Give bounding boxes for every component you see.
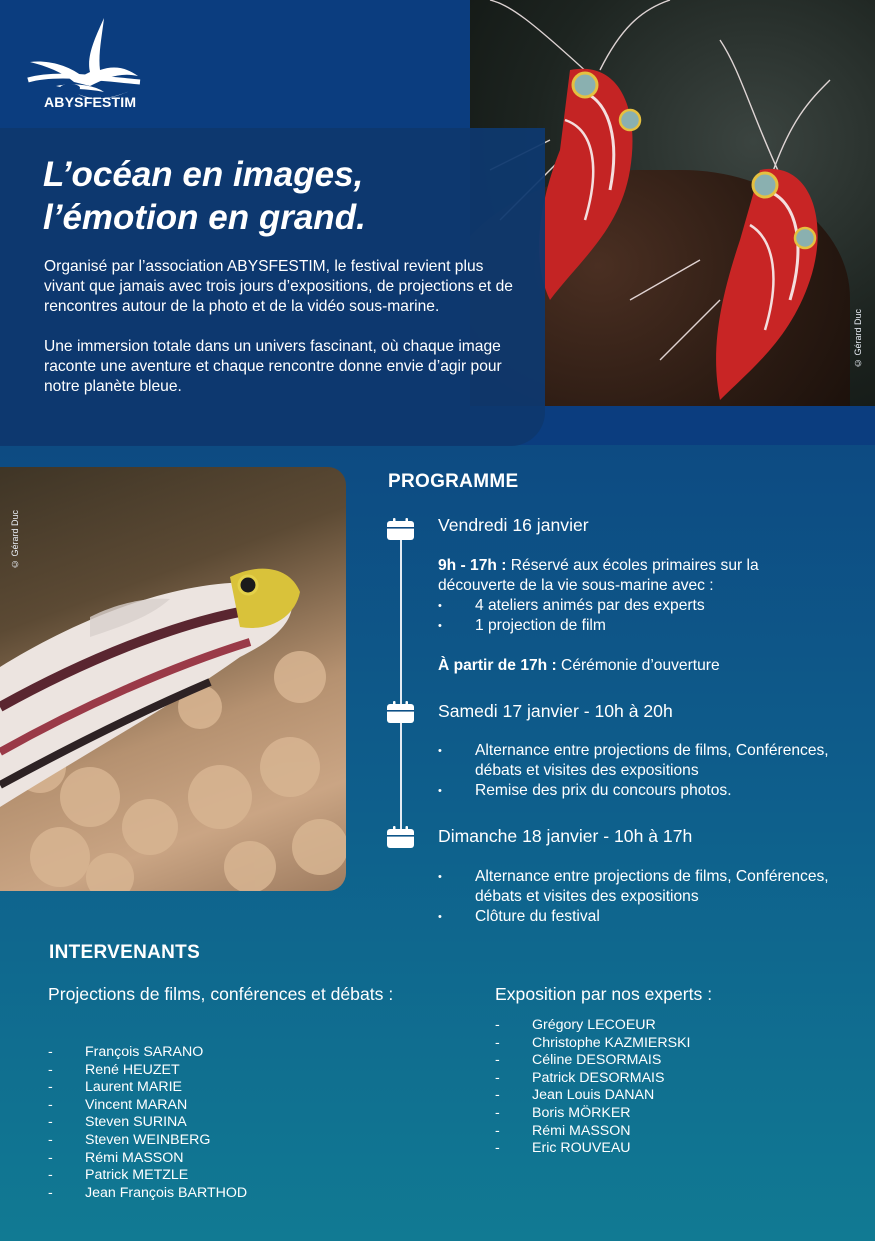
list-item: • 4 ateliers animés par des experts (438, 596, 705, 616)
day2-bullets (438, 741, 863, 801)
programme-title: PROGRAMME (388, 471, 519, 492)
list-item: • Alternance entre projections de films, Conférences, débats et visites des expositions (438, 741, 863, 781)
day2-title: Samedi 17 janvier - 10h à 20h (438, 701, 673, 721)
list-item: • 1 projection de film (438, 616, 705, 636)
list-item: - Patrick DESORMAIS (495, 1070, 690, 1088)
list-item: - Patrick METZLE (48, 1167, 247, 1185)
list-item: - Céline DESORMAIS (495, 1052, 690, 1070)
intervenants-title: INTERVENANTS (49, 942, 201, 963)
calendar-icon (387, 826, 414, 848)
list-item: - Grégory LECOEUR (495, 1017, 690, 1035)
day1-time2: À partir de 17h : (438, 657, 557, 674)
fish-illustration (0, 467, 346, 891)
experts-column-title: Exposition par nos experts : (495, 984, 713, 1004)
headline-line-2: l’émotion en grand. (43, 198, 366, 237)
list-item: - Christophe KAZMIERSKI (495, 1035, 690, 1053)
day1-bullets (438, 596, 705, 636)
experts-list (495, 1017, 690, 1158)
list-item: - Eric ROUVEAU (495, 1140, 690, 1158)
intro-paragraph-2: Une immersion totale dans un univers fascinant, où chaque image raconte une aventure et chaque rencontre donne envie d’agir pour notre planète bleue. (44, 338, 502, 395)
day3-bullets (438, 867, 863, 927)
speakers-column-title: Projections de films, conférences et débats : (48, 984, 394, 1004)
fish-photo (0, 467, 346, 891)
calendar-icon (387, 518, 414, 540)
list-item: • Remise des prix du concours photos. (438, 781, 863, 801)
day1-desc1: Réservé aux écoles primaires sur la découverte de la vie sous-marine avec : (438, 557, 759, 594)
list-item: • Clôture du festival (438, 907, 863, 927)
day3-title: Dimanche 18 janvier - 10h à 17h (438, 826, 693, 846)
list-item: - Steven SURINA (48, 1114, 247, 1132)
list-item: • Alternance entre projections de films, Conférences, débats et visites des expositions (438, 867, 863, 907)
list-item: - Laurent MARIE (48, 1079, 247, 1097)
calendar-icon (387, 701, 414, 723)
page-headline (43, 153, 483, 239)
day1-desc2: Cérémonie d’ouverture (556, 657, 720, 674)
headline-line-1: L’océan en images, (43, 155, 364, 194)
timeline-line (400, 530, 402, 836)
list-item: - René HEUZET (48, 1062, 247, 1080)
list-item: - Boris MÖRKER (495, 1105, 690, 1123)
list-item: - Vincent MARAN (48, 1097, 247, 1115)
list-item: - Rémi MASSON (48, 1150, 247, 1168)
day1-title: Vendredi 16 janvier (438, 515, 589, 535)
brand-name: ABYSFESTIM (44, 94, 137, 110)
intro-text (44, 257, 524, 397)
list-item: - Jean Louis DANAN (495, 1087, 690, 1105)
day1-time1: 9h - 17h : (438, 557, 507, 574)
list-item: - François SARANO (48, 1044, 247, 1062)
fish-photo-credit: © Gérard Duc (10, 509, 20, 569)
list-item: - Steven WEINBERG (48, 1132, 247, 1150)
intro-paragraph-1: Organisé par l’association ABYSFESTIM, le festival revient plus vivant que jamais avec trois jours d’expositions, de projections et de rencontres autour de la photo et de la vidéo sous-marine. (44, 258, 513, 315)
list-item: - Rémi MASSON (495, 1123, 690, 1141)
shrimp-photo-credit: © Gérard Duc (853, 308, 863, 368)
day1-session2 (438, 656, 858, 676)
speakers-list (48, 1044, 247, 1202)
list-item: - Jean François BARTHOD (48, 1185, 247, 1203)
day1-session1 (438, 556, 828, 596)
